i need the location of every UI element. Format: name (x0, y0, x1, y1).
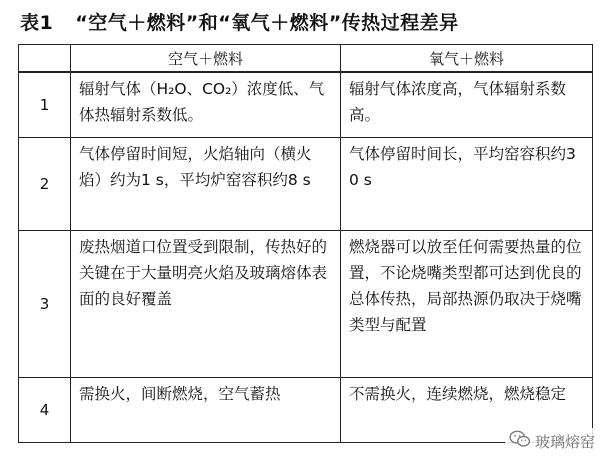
header-oxy-fuel: 氧气＋燃料 (341, 45, 593, 73)
table-row (19, 138, 593, 231)
table-number: 表1 (20, 12, 54, 34)
wechat-icon (509, 430, 531, 452)
table-caption (20, 6, 459, 40)
source-watermark (505, 428, 595, 454)
comparison-table (18, 44, 593, 443)
oxy-fuel-cell: 燃烧器可以放至任何需要热量的位置，不论烧嘴类型都可达到优良的总体传热，局部热源仍取决于烧嘴类型与配置 (341, 231, 593, 378)
header-index (19, 45, 71, 73)
row-index: 4 (19, 378, 71, 443)
row-index: 3 (19, 231, 71, 378)
air-fuel-cell: 需换火，间断燃烧，空气蓄热 (71, 378, 341, 443)
air-fuel-cell: 气体停留时间短，火焰轴向（横火焰）约为1 s，平均炉窑容积约8 s (71, 138, 341, 231)
table-header-row (19, 45, 593, 73)
watermark-text: 玻璃熔窑 (534, 432, 595, 451)
table-row (19, 231, 593, 378)
oxy-fuel-cell: 不需换火，连续燃烧，燃烧稳定 (341, 378, 593, 443)
row-index: 2 (19, 138, 71, 231)
air-fuel-cell: 辐射气体（H₂O、CO₂）浓度低、气体热辐射系数低。 (71, 72, 341, 138)
table-title: “空气＋燃料”和“氧气＋燃料”传热过程差异 (75, 12, 459, 34)
oxy-fuel-cell: 气体停留时间长，平均窑容积约30 s (341, 138, 593, 231)
header-air-fuel: 空气＋燃料 (71, 45, 341, 73)
oxy-fuel-cell: 辐射气体浓度高，气体辐射系数高。 (341, 72, 593, 138)
row-index: 1 (19, 72, 71, 138)
table-row (19, 72, 593, 138)
air-fuel-cell: 废热烟道口位置受到限制，传热好的关键在于大量明亮火焰及玻璃熔体表面的良好覆盖 (71, 231, 341, 378)
